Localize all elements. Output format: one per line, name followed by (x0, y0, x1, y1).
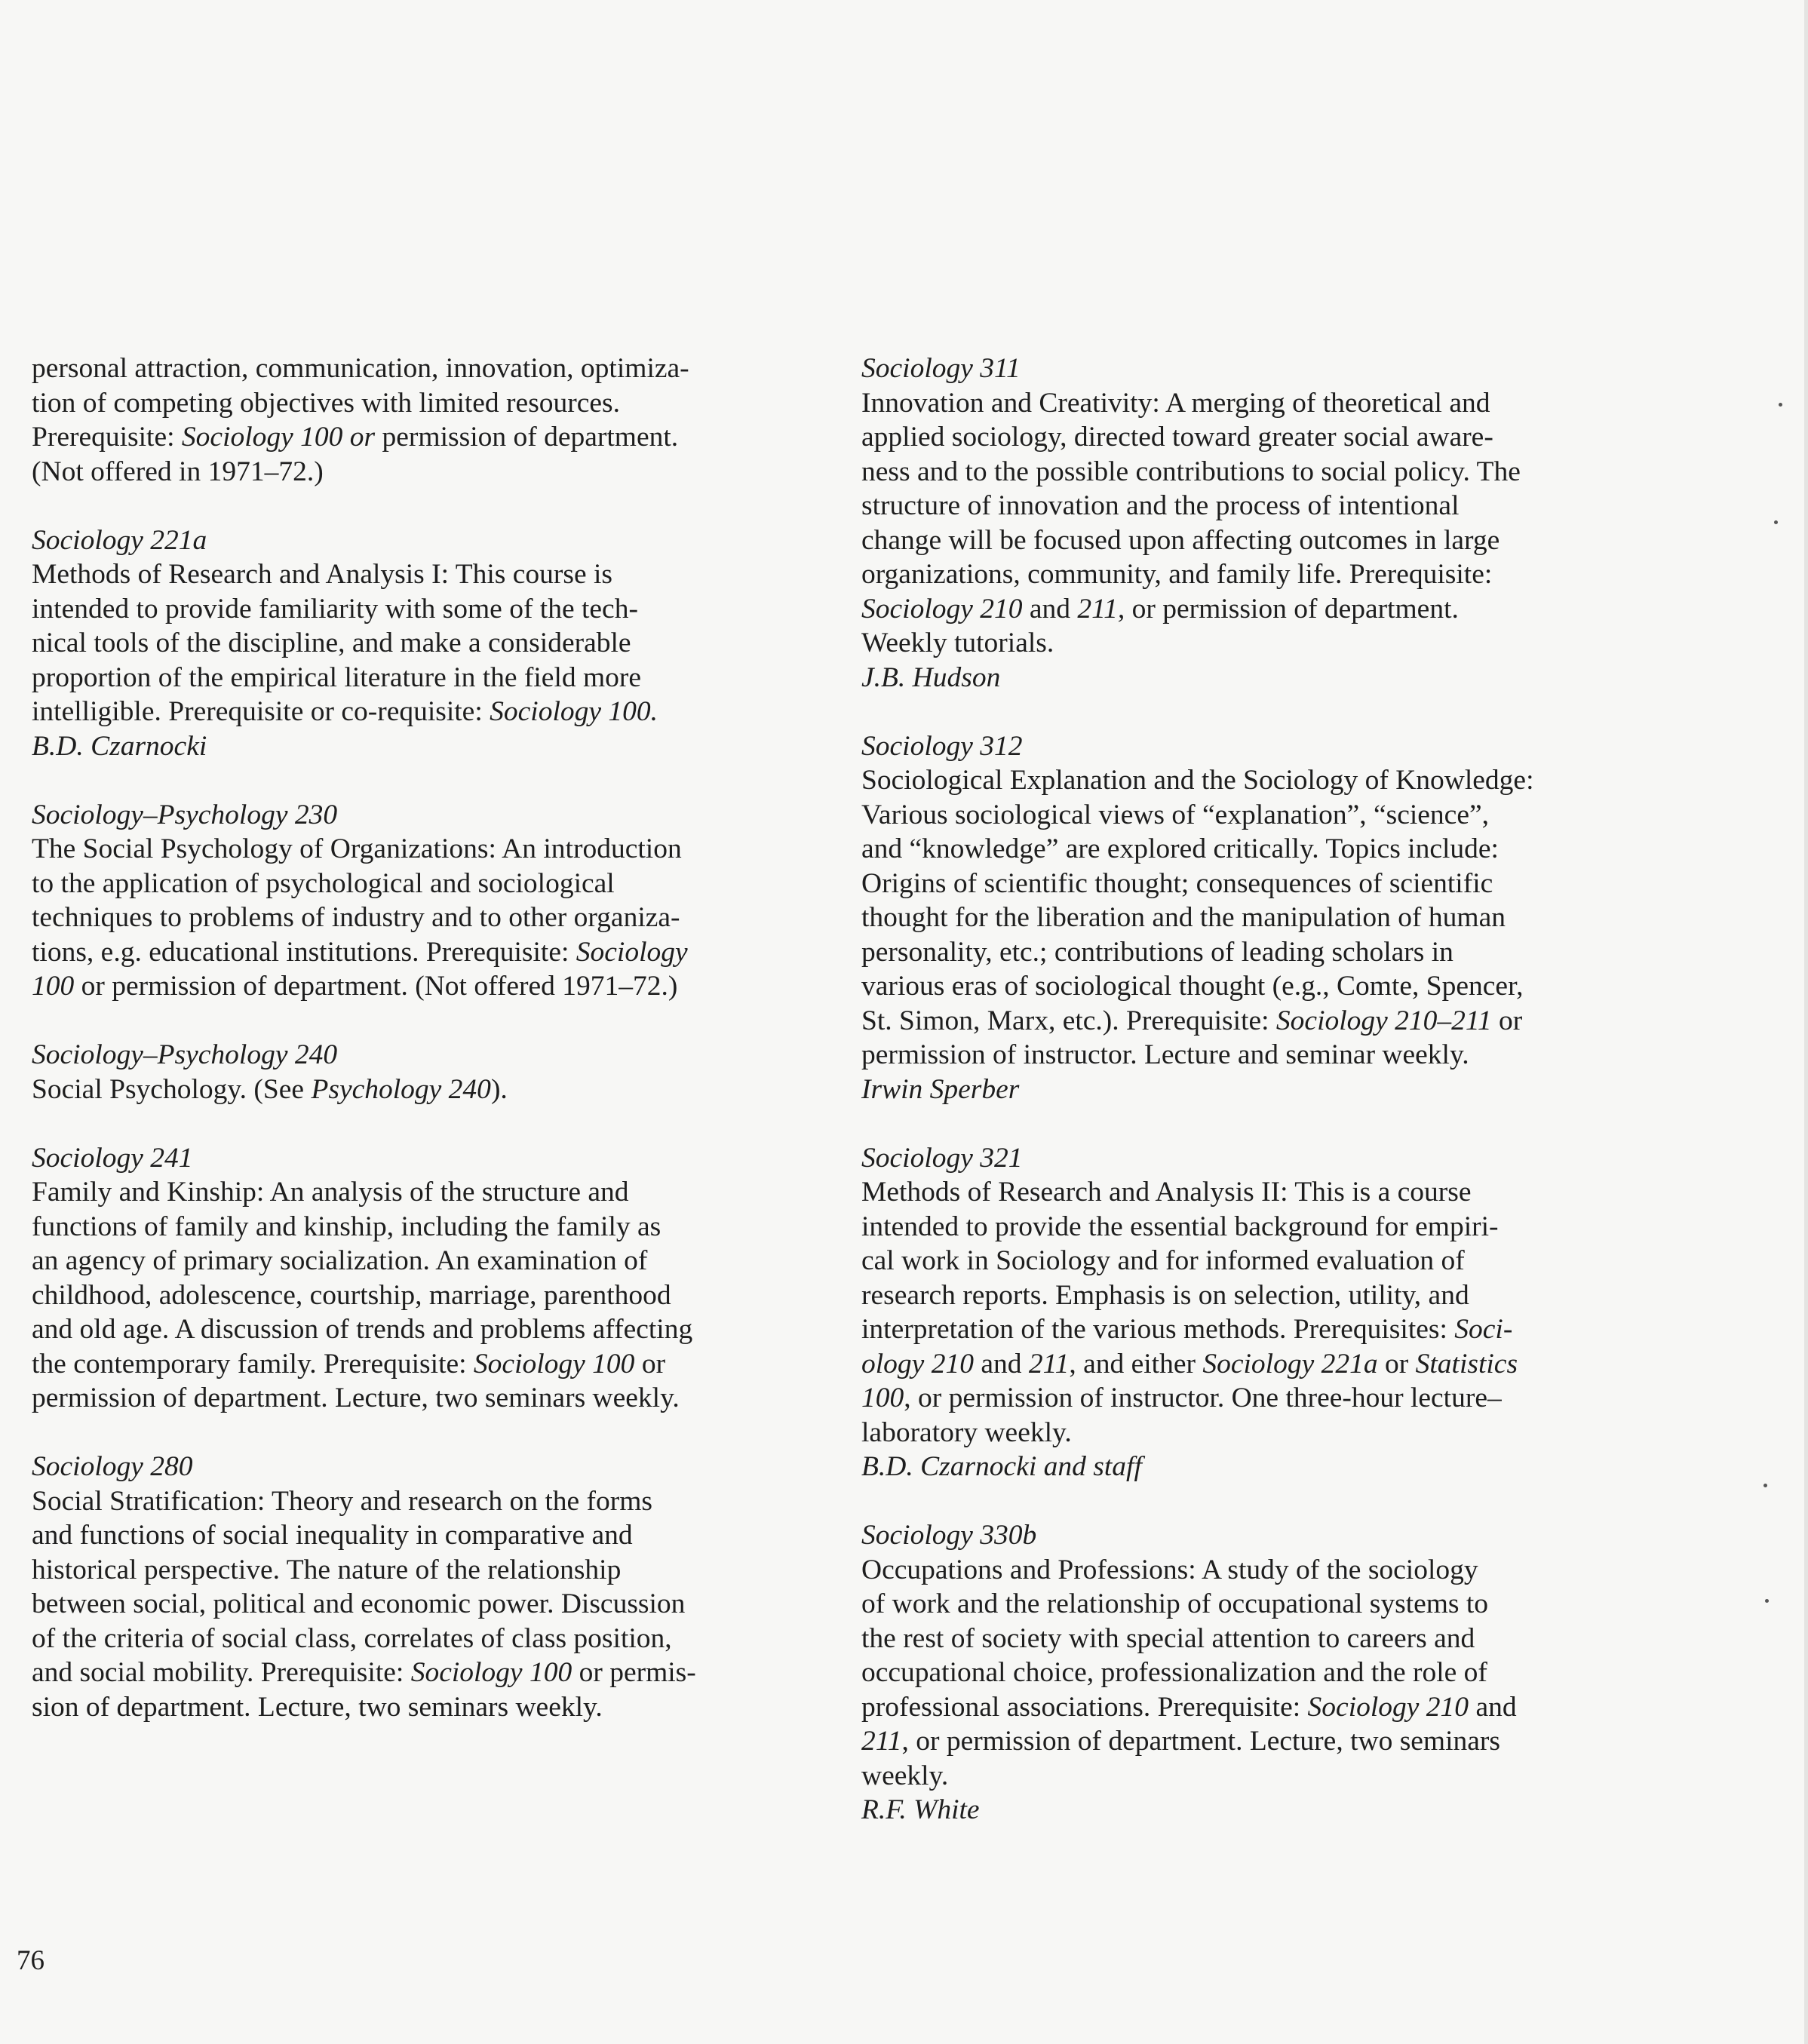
course-entry (861, 351, 1684, 695)
text-run: nical tools of the discipline, and make a considerable (32, 628, 631, 658)
italic-reference: 211, (1077, 593, 1125, 625)
text-run: thought for the liberation and the manipulation of human (861, 902, 1506, 933)
description-line (32, 695, 839, 729)
italic-reference: Sociology 100 (410, 1657, 572, 1688)
text-run: intelligible. Prerequisite or co-requisite: (32, 696, 490, 727)
instructor-name: B.D. Czarnocki (32, 730, 207, 762)
italic-reference: 100 (32, 971, 75, 1002)
description-line (32, 1587, 839, 1622)
italic-reference: Sociology 210 (1307, 1691, 1469, 1723)
description-line (861, 1347, 1684, 1382)
text-run: of work and the relationship of occupational systems to (861, 1588, 1489, 1619)
text-run: The Social Psychology of Organizations: An introduction (32, 833, 682, 864)
description-line (861, 626, 1684, 661)
description-line (861, 832, 1684, 867)
description-line (861, 1724, 1684, 1759)
text-run: laboratory weekly. (861, 1416, 1072, 1448)
course-description (32, 832, 839, 1004)
description-line (861, 935, 1684, 970)
text-run: organizations, community, and family life. Prerequisite: (861, 559, 1493, 590)
text-run: and “knowledge” are explored critically. Topics include: (861, 833, 1499, 864)
description-line (32, 1622, 839, 1656)
text-run: or permission of department. (1125, 593, 1459, 625)
text-run: proportion of the empirical literature in the field more (32, 661, 642, 693)
text-run: or (1377, 1348, 1416, 1380)
text-run: professional associations. Prerequisite: (861, 1691, 1308, 1723)
text-run: or (1491, 1005, 1523, 1036)
text-run: St. Simon, Marx, etc.). Prerequisite: (861, 1005, 1276, 1036)
text-run: and social mobility. Prerequisite: (32, 1657, 411, 1688)
text-run: or permission of department. (Not offered 1971–72.) (74, 971, 678, 1002)
course-entry (32, 523, 839, 764)
description-line (32, 557, 839, 592)
instructor-name: J.B. Hudson (861, 661, 1001, 693)
text-run: Social Psychology. (See (32, 1073, 312, 1105)
text-run: Various sociological views of “explanation”, “science”, (861, 799, 1489, 830)
text-run: an agency of primary socialization. An examination of (32, 1245, 648, 1276)
text-run: the rest of society with special attention to careers and (861, 1622, 1475, 1654)
description-line (32, 592, 839, 627)
description-line (861, 1553, 1684, 1588)
text-run: , or permission of department. Lecture, two seminars (901, 1726, 1500, 1757)
text-run: historical perspective. The nature of the relationship (32, 1554, 622, 1585)
description-line (861, 969, 1684, 1004)
text-run: , and either (1069, 1348, 1203, 1380)
text-run: personality, etc.; contributions of leading scholars in (861, 936, 1453, 968)
description-line (32, 1347, 839, 1382)
course-title: Sociology 241 (32, 1142, 193, 1174)
text-run: and (1022, 593, 1078, 625)
course-entry (861, 1141, 1684, 1484)
course-title: Sociology 311 (861, 353, 1021, 384)
text-run: structure of innovation and the process of intentional (861, 490, 1460, 521)
scan-speck (1765, 1599, 1769, 1603)
italic-reference: Soci- (1454, 1314, 1513, 1345)
scan-speck (1774, 520, 1778, 524)
text-run: weekly. (861, 1760, 949, 1791)
description-line (32, 1656, 839, 1690)
description-line (32, 1278, 839, 1313)
text-run: various eras of sociological thought (e.g., Comte, Spencer, (861, 971, 1524, 1002)
italic-reference: Sociology 100. (490, 696, 658, 727)
description-line (32, 1553, 839, 1588)
description-line (861, 1656, 1684, 1690)
text-run: Methods of Research and Analysis I: This course is (32, 559, 613, 590)
description-line (32, 969, 839, 1004)
italic-reference: 100 (861, 1383, 904, 1413)
text-run: Innovation and Creativity: A merging of theoretical and (861, 387, 1490, 419)
italic-reference: ology 210 (861, 1348, 974, 1380)
right-course-list (861, 351, 1684, 1828)
text-run: interpretation of the various methods. Prerequisites: (861, 1314, 1455, 1345)
course-entry (32, 798, 839, 1004)
description-line (861, 1587, 1684, 1622)
text-run: ). (490, 1073, 508, 1105)
description-line (861, 557, 1684, 592)
description-line (32, 1073, 839, 1107)
course-description (861, 386, 1684, 661)
description-line (861, 1759, 1684, 1794)
course-title: Sociology 330b (861, 1520, 1037, 1551)
italic-reference: Sociology (576, 936, 688, 968)
description-line (861, 1278, 1684, 1313)
description-line (32, 832, 839, 867)
text-run: Family and Kinship: An analysis of the structure and (32, 1177, 629, 1208)
description-line (861, 1210, 1684, 1245)
text-run: intended to provide the essential background for empiri- (861, 1211, 1499, 1242)
description-line (32, 1690, 839, 1725)
intro-line: tion of competing objectives with limited resources. (32, 387, 621, 419)
text-run: and (1469, 1691, 1517, 1723)
text-run: and (973, 1348, 1029, 1380)
text-run: applied sociology, directed toward greater social aware- (861, 422, 1493, 453)
italic-reference: Sociology 210 (861, 593, 1023, 625)
text-run: and old age. A discussion of trends and problems affecting (32, 1314, 693, 1345)
course-title: Sociology–Psychology 230 (32, 799, 338, 830)
description-line (32, 1518, 839, 1553)
left-course-list (32, 523, 839, 1725)
course-entry (32, 1450, 839, 1724)
description-line (32, 935, 839, 970)
description-line (32, 867, 839, 901)
intro-line: (Not offered in 1971–72.) (32, 456, 324, 487)
description-line (861, 1004, 1684, 1039)
text-run: ness and to the possible contributions to social policy. The (861, 456, 1521, 487)
instructor-name: B.D. Czarnocki and staff (861, 1451, 1142, 1482)
description-line (861, 1416, 1684, 1450)
italic-reference: Sociology 221a (1202, 1348, 1378, 1380)
text-run: permission of department. Lecture, two seminars weekly. (32, 1383, 680, 1413)
description-line (32, 626, 839, 661)
description-line (861, 1244, 1684, 1278)
text-run: cal work in Sociology and for informed evaluation of (861, 1245, 1465, 1276)
description-line (861, 1175, 1684, 1210)
scan-speck (1763, 1484, 1767, 1487)
course-description (861, 1175, 1684, 1450)
course-entry (32, 1038, 839, 1106)
text-run: occupational choice, professionalization and the role of (861, 1657, 1487, 1688)
text-run: functions of family and kinship, including the family as (32, 1211, 662, 1242)
description-line (861, 867, 1684, 901)
description-line (861, 1381, 1684, 1416)
instructor-name: Irwin Sperber (861, 1073, 1020, 1105)
instructor-name: R.F. White (861, 1794, 980, 1825)
description-line (32, 1381, 839, 1416)
course-entry (861, 1518, 1684, 1828)
italic-reference: Sociology 210–211 (1275, 1005, 1492, 1036)
description-line (861, 1312, 1684, 1347)
course-entry (861, 729, 1684, 1107)
description-line (861, 455, 1684, 490)
text-run: tions, e.g. educational institutions. Prerequisite: (32, 936, 576, 968)
page-number: 76 (17, 1945, 45, 1976)
text-run: Occupations and Professions: A study of the sociology (861, 1554, 1478, 1585)
italic-reference: 211 (861, 1726, 902, 1757)
italic-reference: Psychology 240 (311, 1073, 491, 1105)
text-run: Weekly tutorials. (861, 628, 1054, 658)
intro-line: personal attraction, communication, innovation, optimiza- (32, 353, 689, 384)
text-run: and functions of social inequality in comparative and (32, 1520, 633, 1551)
text-run: childhood, adolescence, courtship, marriage, parenthood (32, 1279, 671, 1311)
description-line (32, 1210, 839, 1245)
course-title: Sociology 321 (861, 1142, 1023, 1174)
description-line (861, 386, 1684, 421)
text-run: intended to provide familiarity with some of the tech- (32, 593, 638, 625)
italic-reference: Statistics (1415, 1348, 1518, 1380)
page-edge (1804, 0, 1808, 2044)
description-line (32, 901, 839, 935)
text-run: or (634, 1348, 666, 1380)
text-run: Social Stratification: Theory and research on the forms (32, 1485, 653, 1517)
text-run: permission of instructor. Lecture and seminar weekly. (861, 1039, 1469, 1070)
course-description (32, 1175, 839, 1416)
course-title: Sociology 221a (32, 524, 207, 556)
text-run: Methods of Research and Analysis II: This is a course (861, 1177, 1472, 1208)
description-line (861, 1038, 1684, 1073)
text-run: sion of department. Lecture, two seminars weekly. (32, 1691, 603, 1723)
left-column (32, 351, 839, 1759)
course-description (861, 763, 1684, 1073)
course-title: Sociology 312 (861, 730, 1023, 762)
description-line (32, 661, 839, 695)
scan-speck (1779, 403, 1782, 407)
text-run: , or permission of instructor. One three-hour lecture– (904, 1383, 1502, 1413)
course-description (861, 1553, 1684, 1794)
course-title: Sociology–Psychology 240 (32, 1039, 338, 1070)
description-line (32, 1175, 839, 1210)
right-column (861, 351, 1684, 1861)
description-line (861, 798, 1684, 833)
text-run: between social, political and economic power. Discussion (32, 1588, 686, 1619)
course-description (32, 557, 839, 729)
description-line (861, 489, 1684, 523)
italic-reference: 211 (1028, 1348, 1070, 1380)
course-description (32, 1484, 839, 1725)
text-run: of the criteria of social class, correlates of class position, (32, 1622, 672, 1654)
text-run: research reports. Emphasis is on selection, utility, and (861, 1279, 1469, 1311)
description-line (861, 1690, 1684, 1725)
text-run: to the application of psychological and sociological (32, 867, 615, 899)
description-line (861, 523, 1684, 558)
description-line (861, 763, 1684, 798)
description-line (32, 1312, 839, 1347)
description-line (861, 592, 1684, 627)
description-line (32, 1244, 839, 1278)
italic-reference: Sociology 100 (473, 1348, 635, 1380)
course-description (32, 1073, 839, 1107)
course-title: Sociology 280 (32, 1451, 193, 1482)
intro-line: Prerequisite: Sociology 100 or permission of department. (32, 422, 679, 453)
text-run: Sociological Explanation and the Sociology of Knowledge: (861, 765, 1534, 796)
description-line (861, 420, 1684, 455)
text-run: Origins of scientific thought; consequences of scientific (861, 867, 1493, 899)
text-run: the contemporary family. Prerequisite: (32, 1348, 474, 1380)
description-line (861, 901, 1684, 935)
continued-paragraph (32, 351, 839, 489)
text-run: or permis- (572, 1657, 696, 1688)
text-run: techniques to problems of industry and to other organiza- (32, 902, 680, 933)
text-run: change will be focused upon affecting outcomes in large (861, 524, 1500, 556)
description-line (861, 1622, 1684, 1656)
course-entry (32, 1141, 839, 1416)
description-line (32, 1484, 839, 1519)
